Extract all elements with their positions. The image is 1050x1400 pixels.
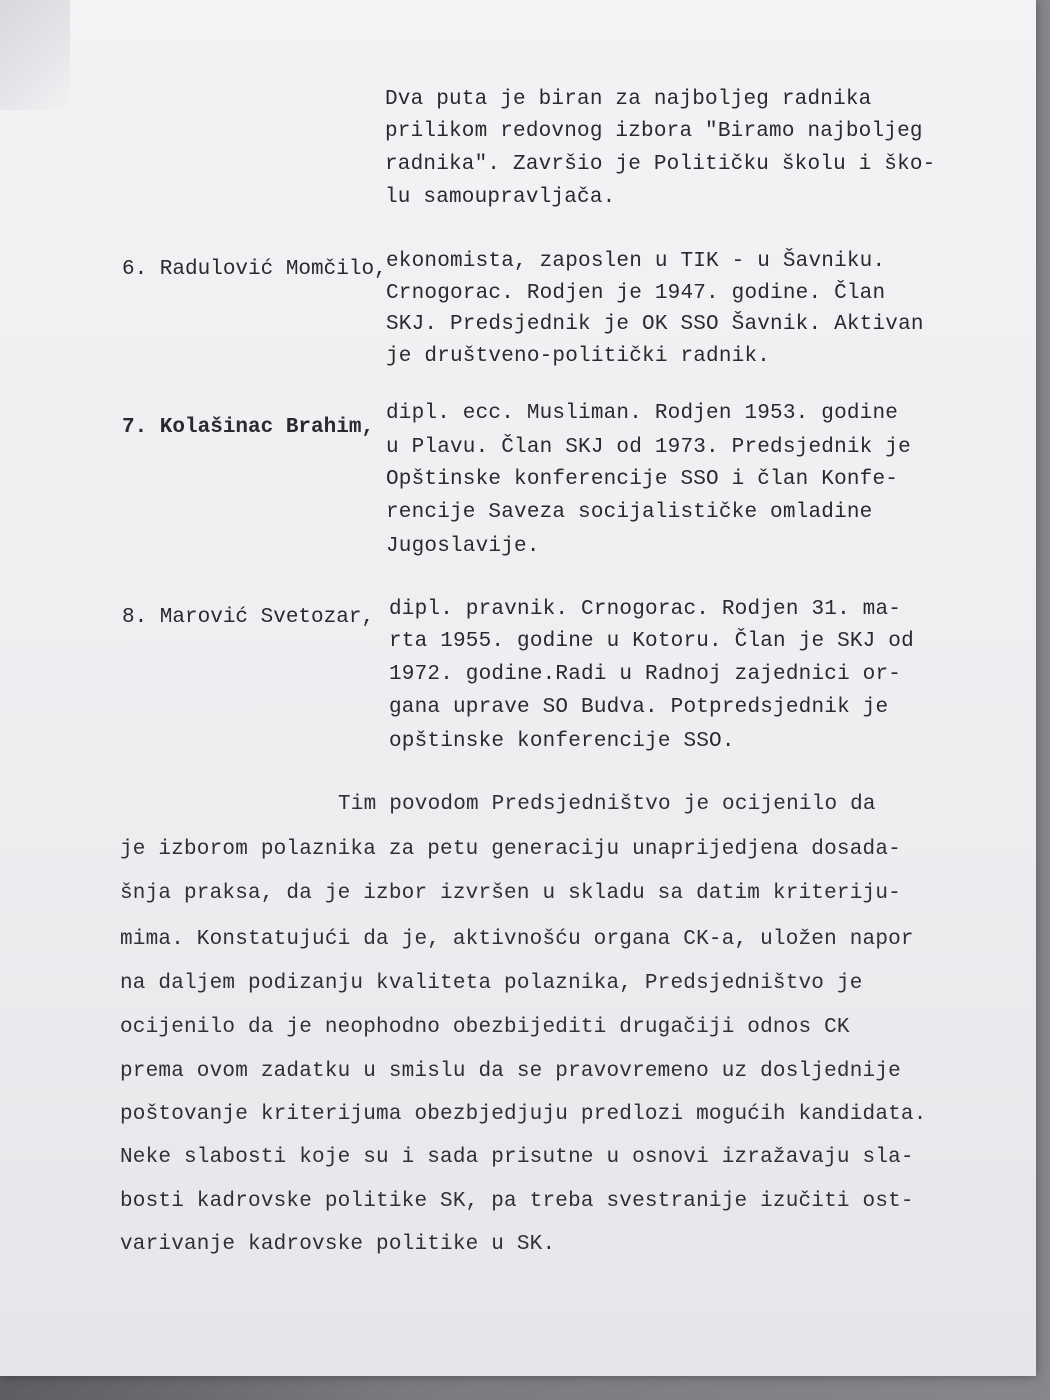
entry-line: opštinske konferencije SSO. [389, 730, 735, 753]
entry-line: dipl. pravnik. Crnogorac. Rodjen 31. ma- [389, 598, 902, 621]
entry-line: 1972. godine.Radi u Radnoj zajednici or- [389, 663, 902, 686]
entry-line: dipl. ecc. Musliman. Rodjen 1953. godine [386, 402, 899, 425]
intro-line: Dva puta je biran za najboljeg radnika [385, 88, 872, 111]
entry-line: ekonomista, zaposlen u TIK - u Šavniku. [386, 250, 886, 273]
entry-line: Crnogorac. Rodjen je 1947. godine. Član [386, 282, 886, 305]
conclusion-line: varivanje kadrovske politike u SK. [120, 1233, 556, 1256]
conclusion-line: mima. Konstatujući da je, aktivnošću organa CK-a, uložen napor [120, 928, 914, 951]
entry-label: 7. Kolašinac Brahim, [122, 416, 375, 439]
entry-line: Jugoslavije. [386, 535, 540, 558]
entry-line: gana uprave SO Budva. Potpredsjednik je [389, 696, 889, 719]
entry-line: rta 1955. godine u Kotoru. Član je SKJ od [389, 630, 914, 653]
conclusion-line: Neke slabosti koje su i sada prisutne u osnovi izražavaju sla- [120, 1146, 914, 1169]
entry-line: Opštinske konferencije SSO i član Konfe- [386, 468, 899, 491]
conclusion-line: bosti kadrovske politike SK, pa treba svestranije izučiti ost- [120, 1190, 914, 1213]
conclusion-line: šnja praksa, da je izbor izvršen u skladu sa datim kriteriju- [120, 882, 901, 905]
intro-line: prilikom redovnog izbora "Biramo najboljeg [385, 120, 923, 143]
entry-label: 6. Radulović Momčilo, [122, 258, 387, 281]
conclusion-line: Tim povodom Predsjedništvo je ocijenilo da [338, 793, 876, 816]
conclusion-line: prema ovom zadatku u smislu da se pravovremeno uz dosljednije [120, 1060, 901, 1083]
entry-line: SKJ. Predsjednik je OK SSO Šavnik. Aktivan [386, 313, 924, 336]
intro-line: lu samoupravljača. [385, 186, 616, 209]
entry-line: u Plavu. Član SKJ od 1973. Predsjednik je [386, 436, 911, 459]
entry-label: 8. Marović Svetozar, [122, 606, 375, 629]
conclusion-line: poštovanje kriterijuma obezbjedjuju predlozi mogućih kandidata. [120, 1103, 927, 1126]
conclusion-line: na daljem podizanju kvaliteta polaznika, Predsjedništvo je [120, 972, 863, 995]
intro-line: radnika". Završio je Političku školu i ško- [385, 153, 936, 176]
conclusion-line: je izborom polaznika za petu generaciju unaprijedjena dosada- [120, 838, 901, 861]
conclusion-line: ocijenilo da je neophodno obezbijediti drugačiji odnos CK [120, 1016, 850, 1039]
entry-line: rencije Saveza socijalističke omladine [386, 501, 873, 524]
entry-line: je društveno-politički radnik. [386, 345, 771, 368]
